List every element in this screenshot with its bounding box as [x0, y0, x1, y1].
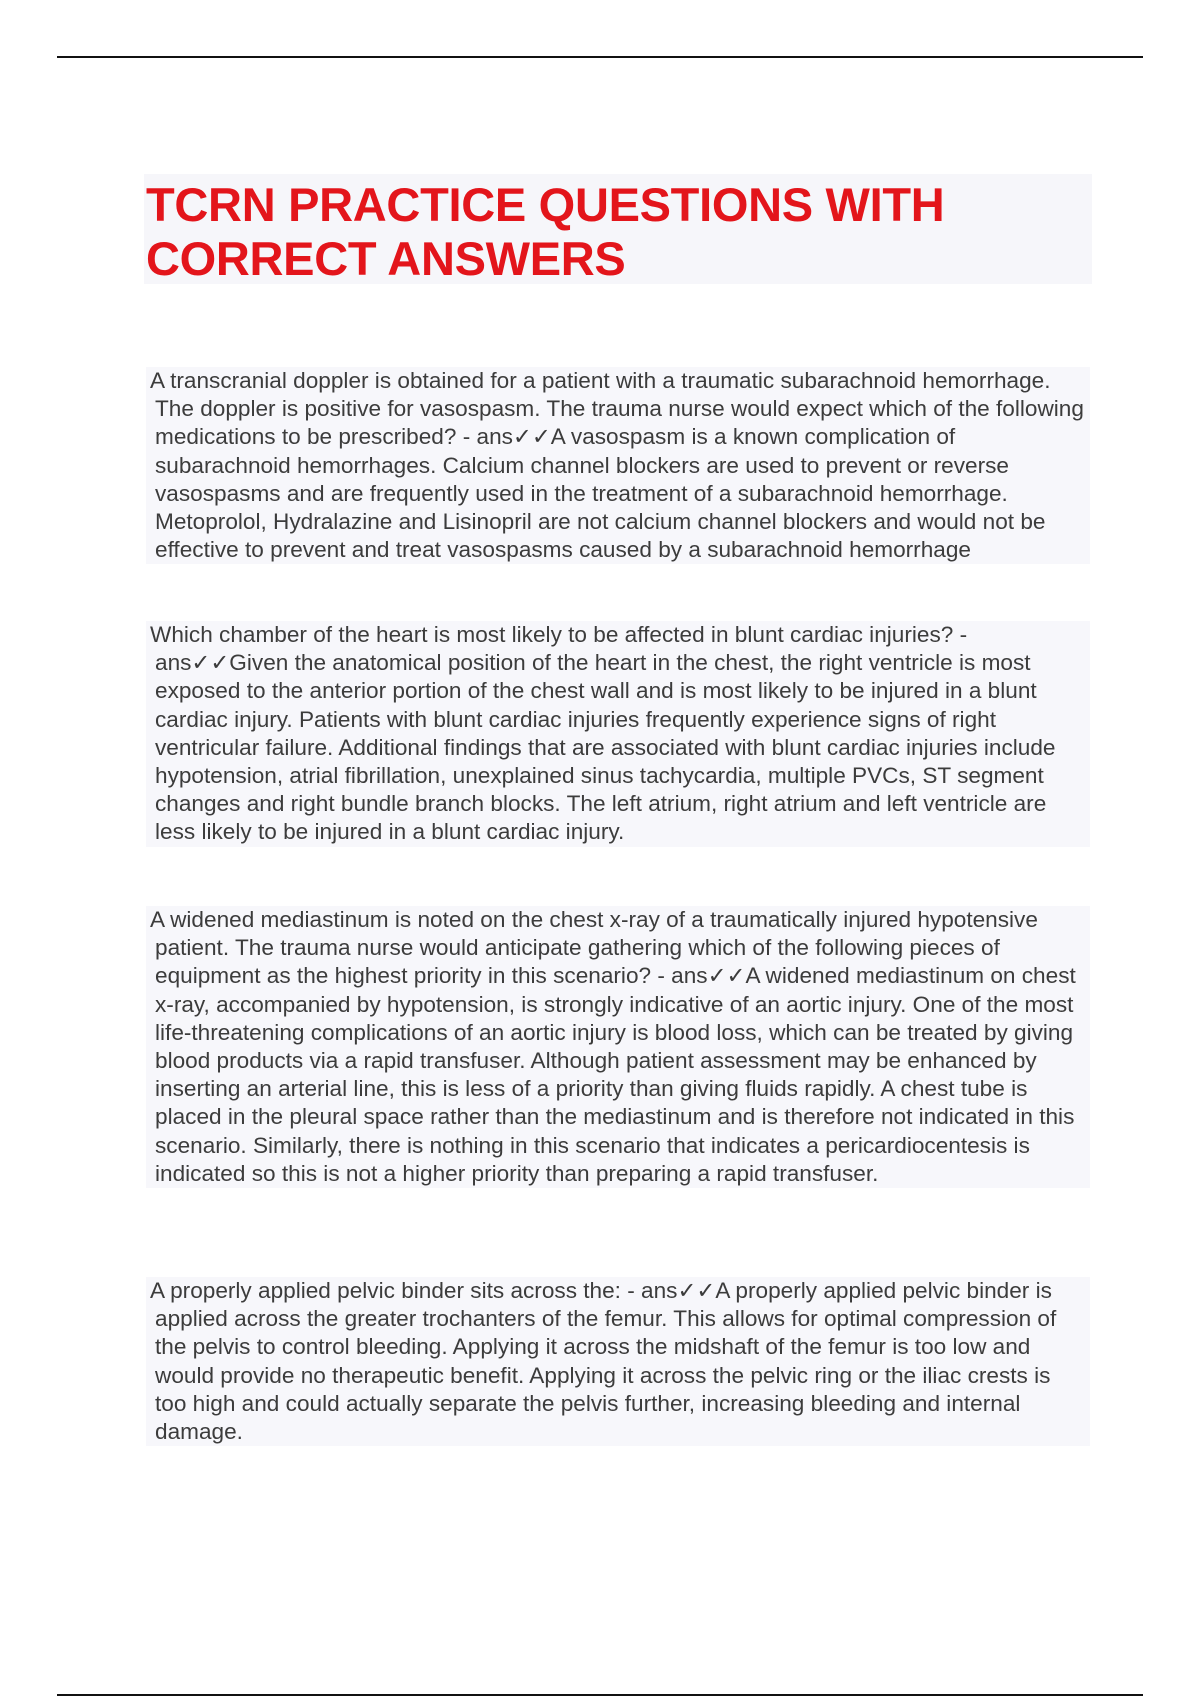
- question-text: Which chamber of the heart is most likely to be affected in blunt cardiac injuries? - ans✓✓: [150, 622, 968, 676]
- answer-text: Given the anatomical position of the heart in the chest, the right ventricle is most exposed to the anterior portion of the chest wall and is most likely to be injured in a blunt cardiac injury. Patients with blunt cardiac injuries frequently experience signs of right ventricular failure. Additional findings that are associated with blunt cardiac injuries include hypotension, atrial fibrillation, unexplained sinus tachycardia, multiple PVCs, ST segment changes and right bundle branch blocks. The left atrium, right atrium and left ventricle are less likely to be injured in a blunt cardiac injury.: [155, 650, 1056, 845]
- answer-text: A properly applied pelvic binder is applied across the greater trochanters of the femur. This allows for optimal compression of the pelvis to control bleeding. Applying it across the midshaft of the femur is too low and would provide no therapeutic benefit. Applying it across the pelvic ring or the iliac crests is too high and could actually separate the pelvis further, increasing bleeding and internal damage.: [155, 1278, 1057, 1445]
- document-title: TCRN PRACTICE QUESTIONS WITH CORRECT ANSWERS: [146, 178, 945, 285]
- qa-item: [146, 621, 1090, 847]
- question-text: A properly applied pelvic binder sits across the: - ans✓✓: [150, 1278, 716, 1303]
- qa-item: [146, 367, 1090, 564]
- bottom-rule: [57, 1694, 1143, 1696]
- qa-paragraph: [150, 906, 1086, 1188]
- qa-paragraph: [150, 1277, 1086, 1446]
- question-text: A widened mediastinum is noted on the chest x-ray of a traumatically injured hypotensive patient. The trauma nurse would anticipate gathering which of the following pieces of equipment as the highest priority in this scenario? - ans✓✓: [150, 907, 1038, 989]
- qa-paragraph: [150, 367, 1086, 564]
- qa-paragraph: [150, 621, 1086, 847]
- top-rule: [57, 56, 1143, 58]
- qa-item: [146, 906, 1090, 1188]
- answer-text: A widened mediastinum on chest x-ray, accompanied by hypotension, is strongly indicative of an aortic injury. One of the most life-threatening complications of an aortic injury is blood loss, which can be treated by giving blood products via a rapid transfuser. Although patient assessment may be enhanced by inserting an arterial line, this is less of a priority than giving fluids rapidly. A chest tube is placed in the pleural space rather than the mediastinum and is therefore not indicated in this scenario. Similarly, there is nothing in this scenario that indicates a pericardiocentesis is indicated so this is not a higher priority than preparing a rapid transfuser.: [155, 963, 1076, 1186]
- qa-item: [146, 1277, 1090, 1446]
- question-text: A transcranial doppler is obtained for a patient with a traumatic subarachnoid hemorrhage. The doppler is positive for vasospasm. The trauma nurse would expect which of the following medications to be prescribed? - ans✓✓: [150, 368, 1084, 450]
- title-block: [144, 174, 1092, 284]
- answer-text: A vasospasm is a known complication of subarachnoid hemorrhages. Calcium channel blockers are used to prevent or reverse vasospasms and are frequently used in the treatment of a subarachnoid hemorrhage. Metoprolol, Hydralazine and Lisinopril are not calcium channel blockers and would not be effective to prevent and treat vasospasms caused by a subarachnoid hemorrhage: [155, 424, 1046, 563]
